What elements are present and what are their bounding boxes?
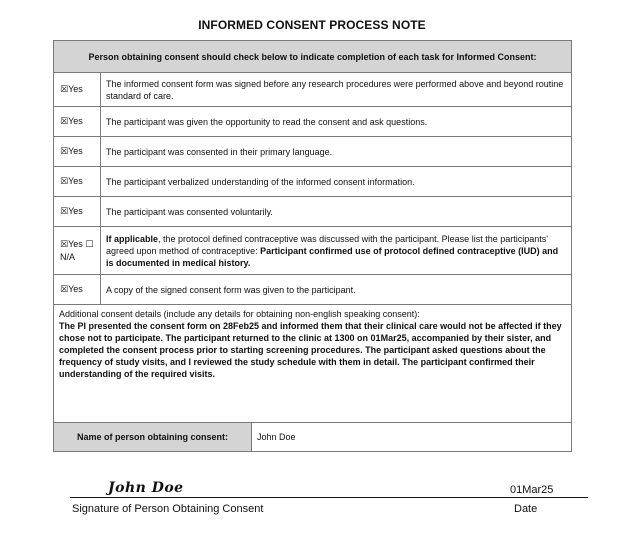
details-text: The PI presented the consent form on 28Feb25 and informed them that their clinical care would not be affected if they chose not to participate. The participant returned to the clinic at 1300 on 01Mar25, accompanied by their sister, and completed the consent process prior to starting screening procedures. The participant asked questions about the frequency of study visits, and I reviewed the study schedule with them in detail. The participant confirmed their understanding of the required visits. [59,321,562,379]
checkbox-cell[interactable] [54,107,101,137]
check-label: Yes [68,146,83,156]
name-label: Name of person obtaining consent: [54,423,252,452]
table-header-row [54,41,572,73]
if-applicable-label: If applicable [106,233,159,244]
checkbox-cell[interactable] [54,227,101,275]
checklist-text: The participant was given the opportunity to read the consent and ask questions. [101,107,572,137]
checked-box-icon: ☒ [60,147,69,157]
checkbox-cell[interactable] [54,167,101,197]
check-label: Yes [68,84,83,94]
details-cell[interactable] [54,305,572,423]
handwritten-signature: John Doe [108,480,184,496]
checked-box-icon: ☒ [60,117,69,127]
checklist-row [54,275,572,305]
contraceptive-answer: Participant confirmed use of protocol defined contraceptive (IUD) and is documented in medical history. [106,245,559,268]
details-label: Additional consent details (include any details for obtaining non-english speaking consent): [59,309,420,319]
na-label: N/A [60,252,76,262]
table-header: Person obtaining consent should check below to indicate completion of each task for Informed Consent: [54,41,572,73]
check-label: Yes [68,239,83,249]
checked-box-icon: ☒ [60,177,69,187]
checklist-row [54,73,572,107]
checklist-text: The participant was consented voluntarily. [101,197,572,227]
checklist-row [54,107,572,137]
consent-checklist-table [53,40,572,452]
date-caption: Date [514,503,538,515]
name-value[interactable]: John Doe [252,423,572,452]
checklist-text: The informed consent form was signed before any research procedures were performed above and beyond routine standard of care. [101,73,572,107]
unchecked-box-icon: ☐ [85,240,94,250]
checklist-row [54,167,572,197]
details-row [54,305,572,423]
checked-box-icon: ☒ [60,207,69,217]
document-title: INFORMED CONSENT PROCESS NOTE [198,18,426,32]
check-label: Yes [68,116,83,126]
checked-box-icon: ☒ [60,85,69,95]
signature-date: 01Mar25 [510,484,554,496]
checklist-text: The participant was consented in their primary language. [101,137,572,167]
checklist-row [54,197,572,227]
checkbox-cell[interactable] [54,275,101,305]
checkbox-cell[interactable] [54,197,101,227]
checkbox-cell[interactable] [54,137,101,167]
checklist-row [54,137,572,167]
checked-box-icon: ☒ [60,285,69,295]
signature-line [70,497,588,498]
signature-caption: Signature of Person Obtaining Consent [72,503,264,515]
name-row [54,423,572,452]
checklist-text: The participant verbalized understanding of the informed consent information. [101,167,572,197]
check-label: Yes [68,206,83,216]
contraceptive-text [101,227,572,275]
checked-box-icon: ☒ [60,240,69,250]
checklist-text: A copy of the signed consent form was given to the participant. [101,275,572,305]
checkbox-cell[interactable] [54,73,101,107]
contraceptive-row [54,227,572,275]
check-label: Yes [68,176,83,186]
check-label: Yes [68,284,83,294]
contraceptive-question: , the protocol defined contraceptive was discussed with the participant. Please list the participants' agreed upon method of contraceptive: [106,233,548,256]
